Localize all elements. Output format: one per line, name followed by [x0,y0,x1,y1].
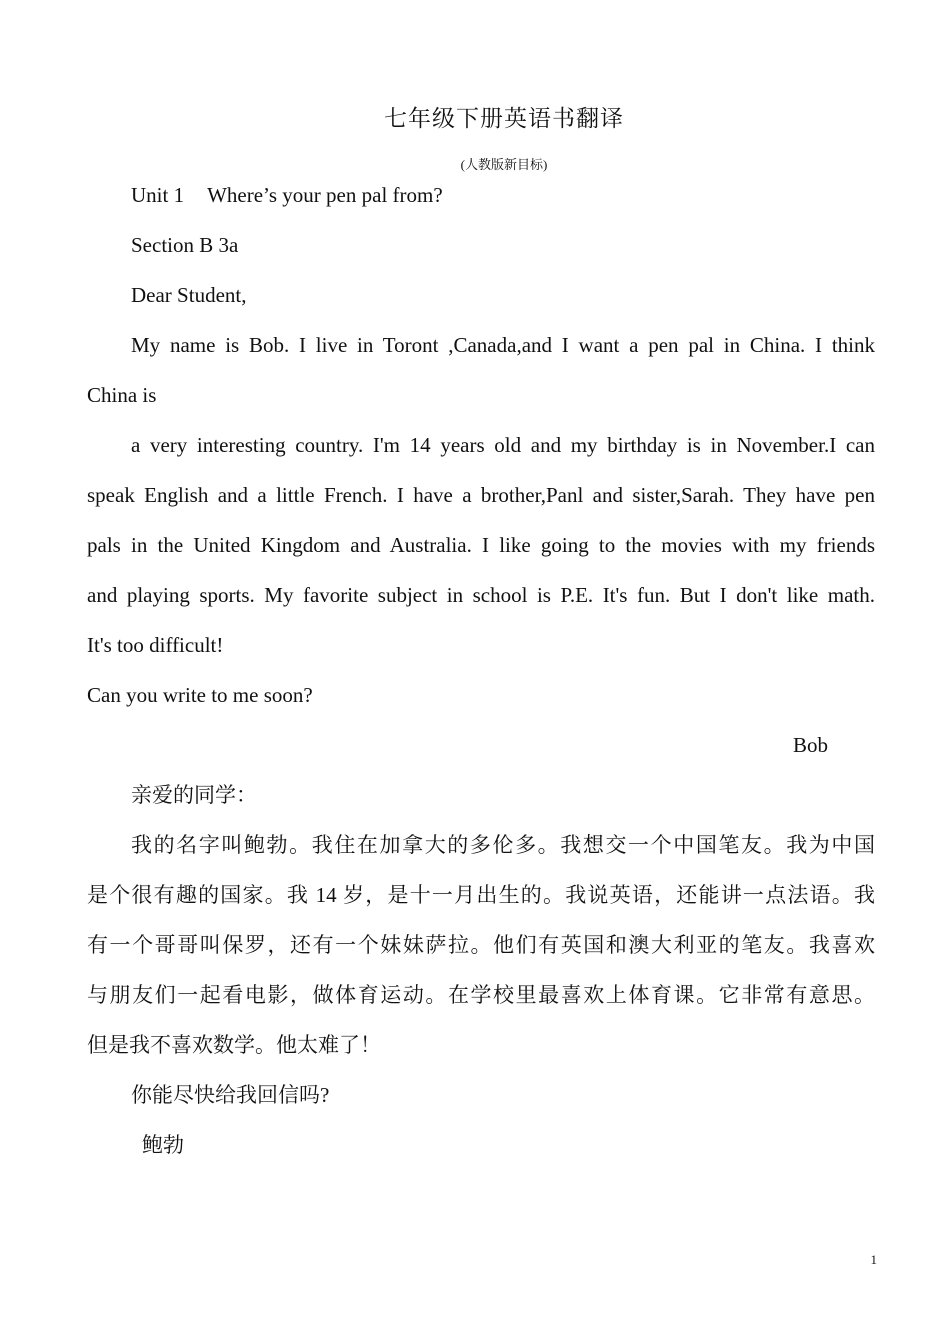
letter-en-line: It's too difficult! [87,633,224,657]
page-number: 1 [870,1252,877,1267]
page-subtitle: (人教版新目标) [460,157,548,172]
document-body [87,170,875,1170]
letter-en-line: a very interesting country. I'm 14 years old and my birthday is in November.I can [131,433,875,457]
unit-number: Unit 1 [131,183,185,207]
section-heading: Section B 3a [131,233,239,257]
letter-en-line: pals in the United Kingdom and Australia. I like going to the movies with my friends [87,533,875,557]
unit-heading [87,170,875,220]
letter-en-line: speak English and a little French. I have a brother,Panl and sister,Sarah. They have pen [87,483,875,507]
letter-en-line: China is [87,383,157,407]
letter-cn-line: 与朋友们一起看电影，做体育运动。在学校里最喜欢上体育课。它非常有意思。 [87,983,875,1007]
signature-cn: 鲍勃 [142,1133,184,1157]
letter-cn-line: 我的名字叫鲍勃。我住在加拿大的多伦多。我想交一个中国笔友。我为中国 [131,833,875,857]
letter-cn-line: 是个很有趣的国家。我 14 岁，是十一月出生的。我说英语，还能讲一点法语。我 [87,883,875,907]
letter-cn-line: 但是我不喜欢数学。他太难了！ [87,1033,381,1057]
letter-en-line: and playing sports. My favorite subject in school is P.E. It's fun. But I don't like math. [87,583,875,607]
letter-cn-line: 有一个哥哥叫保罗，还有一个妹妹萨拉。他们有英国和澳大利亚的笔友。我喜欢 [87,933,875,957]
unit-title: Where’s your pen pal from? [207,183,443,207]
signature-en: Bob [792,733,828,757]
letter-en-line: Can you write to me soon? [87,683,313,707]
closing-cn: 你能尽快给我回信吗? [131,1083,330,1107]
letter-en-line: My name is Bob. I live in Toront ,Canada,and I want a pen pal in China. I think [131,333,875,357]
greeting-en: Dear Student, [131,283,247,307]
page-title: 七年级下册英语书翻译 [384,106,624,131]
greeting-cn: 亲爱的同学： [131,783,257,807]
